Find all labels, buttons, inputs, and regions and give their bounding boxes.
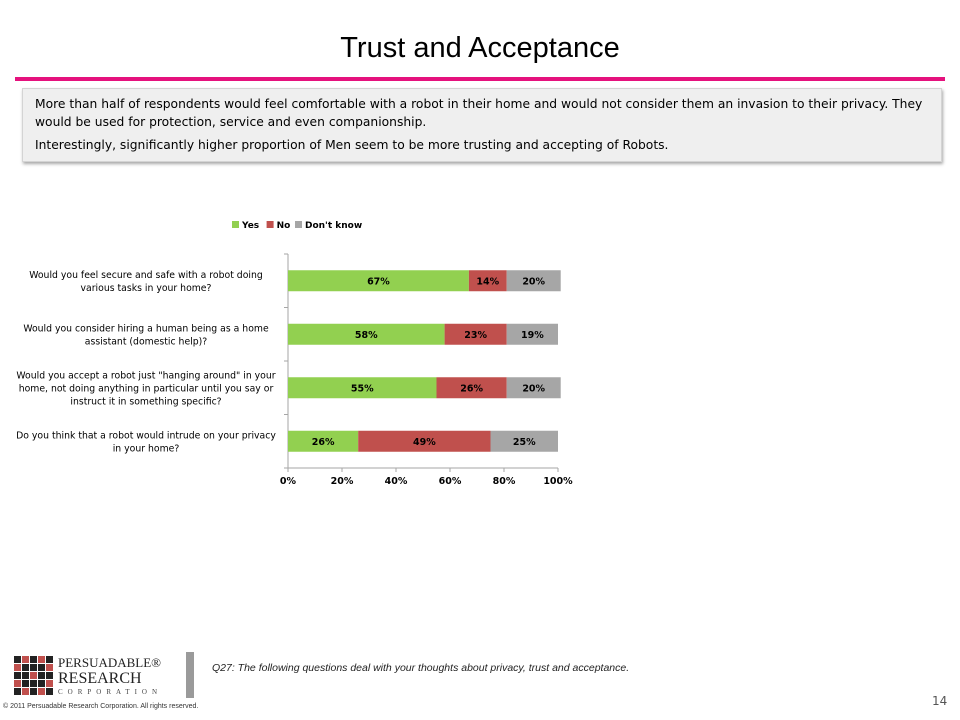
- data-label: 26%: [311, 436, 335, 448]
- logo-grid-cell: [38, 688, 45, 695]
- logo-line-3: CORPORATION: [58, 688, 163, 696]
- category-label: various tasks in your home?: [80, 282, 212, 294]
- legend-swatch-2: [295, 221, 302, 228]
- legend-label-2: Don't know: [305, 221, 363, 231]
- category-label: instruct it in something specific?: [70, 396, 222, 408]
- logo-grid-cell: [30, 688, 37, 695]
- logo-grid-cell: [30, 680, 37, 687]
- legend-swatch-1: [267, 221, 274, 228]
- logo-grid-cell: [14, 680, 21, 687]
- data-label: 19%: [520, 329, 544, 341]
- x-tick-label: 0%: [279, 476, 297, 487]
- data-label: 49%: [412, 436, 436, 448]
- stacked-bar-chart: [0, 208, 600, 498]
- logo-grid-cell: [30, 664, 37, 671]
- legend-label-0: Yes: [242, 221, 260, 231]
- logo-grid-cell: [22, 688, 29, 695]
- category-label: assistant (domestic help)?: [84, 336, 208, 348]
- logo-grid-cell: [22, 680, 29, 687]
- data-label: 25%: [512, 436, 536, 448]
- logo-grid-cell: [14, 672, 21, 679]
- logo-grid-cell: [46, 664, 53, 671]
- logo-grid-cell: [30, 672, 37, 679]
- data-label: 23%: [464, 329, 488, 341]
- logo-line-2: RESEARCH: [58, 670, 142, 687]
- data-label: 20%: [522, 383, 546, 395]
- data-label: 58%: [354, 329, 378, 341]
- persuadable-logo: [14, 654, 184, 696]
- summary-paragraph-2: Interestingly, significantly higher proportion of Men seem to be more trusting and accepting of Robots.: [35, 138, 669, 152]
- logo-grid-cell: [30, 656, 37, 663]
- logo-grid-cell: [46, 680, 53, 687]
- x-tick-label: 20%: [330, 476, 354, 487]
- logo-line-1: PERSUADABLE®: [58, 655, 162, 670]
- copyright: © 2011 Persuadable Research Corporation. All rights reserved.: [3, 703, 199, 710]
- page-number: 14: [932, 694, 948, 708]
- logo-grid-cell: [22, 672, 29, 679]
- logo-grid-icon: [14, 656, 53, 695]
- legend-label-1: No: [276, 221, 291, 231]
- footer-divider: [186, 652, 194, 698]
- question-note: Q27: The following questions deal with your thoughts about privacy, trust and acceptance.: [212, 662, 630, 674]
- title-divider: [15, 77, 945, 81]
- data-label: 20%: [522, 276, 546, 288]
- category-label: in your home?: [112, 443, 180, 455]
- logo-grid-cell: [46, 672, 53, 679]
- logo-grid-cell: [38, 656, 45, 663]
- page-title: Trust and Acceptance: [340, 32, 620, 64]
- data-label: 26%: [460, 383, 483, 395]
- logo-grid-cell: [38, 672, 45, 679]
- logo-grid-cell: [46, 688, 53, 695]
- category-label: Would you accept a robot just "hanging around" in your: [16, 370, 276, 382]
- logo-grid-cell: [38, 680, 45, 687]
- logo-grid-cell: [14, 656, 21, 663]
- logo-grid-cell: [14, 688, 21, 695]
- x-tick-label: 80%: [492, 476, 516, 487]
- category-label: Would you consider hiring a human being as a home: [23, 323, 269, 335]
- logo-grid-cell: [22, 664, 29, 671]
- logo-grid-cell: [46, 656, 53, 663]
- x-tick-label: 60%: [438, 476, 462, 487]
- logo-grid-cell: [38, 664, 45, 671]
- data-label: 55%: [350, 383, 374, 395]
- logo-grid-cell: [22, 656, 29, 663]
- summary-callout: [22, 88, 942, 162]
- logo-grid-cell: [14, 664, 21, 671]
- category-label: Do you think that a robot would intrude on your privacy: [16, 430, 276, 442]
- category-label: Would you feel secure and safe with a robot doing: [29, 269, 263, 281]
- x-tick-label: 40%: [384, 476, 408, 487]
- summary-paragraph-1: More than half of respondents would feel comfortable with a robot in their home and would not consider them an invasion to their privacy. They would be used for protection, service and even companionship.: [35, 97, 923, 129]
- legend-swatch-0: [232, 221, 239, 228]
- data-label: 14%: [476, 276, 500, 288]
- data-label: 67%: [367, 276, 390, 288]
- x-tick-label: 100%: [543, 476, 573, 487]
- category-label: home, not doing anything in particular until you say or: [18, 383, 274, 395]
